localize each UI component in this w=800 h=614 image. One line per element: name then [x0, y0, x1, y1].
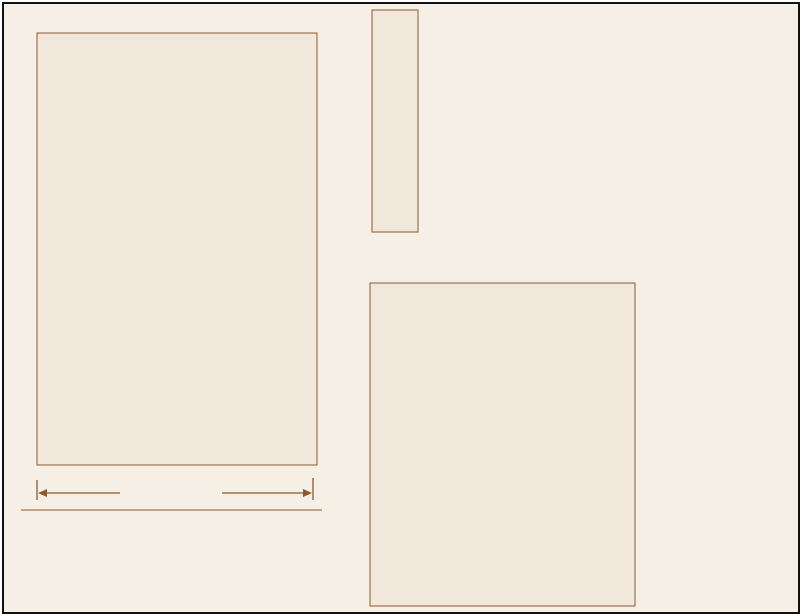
repeat-indicator [37, 478, 313, 500]
grid-b [370, 283, 635, 606]
grid-a [37, 33, 317, 465]
legend [372, 10, 418, 232]
